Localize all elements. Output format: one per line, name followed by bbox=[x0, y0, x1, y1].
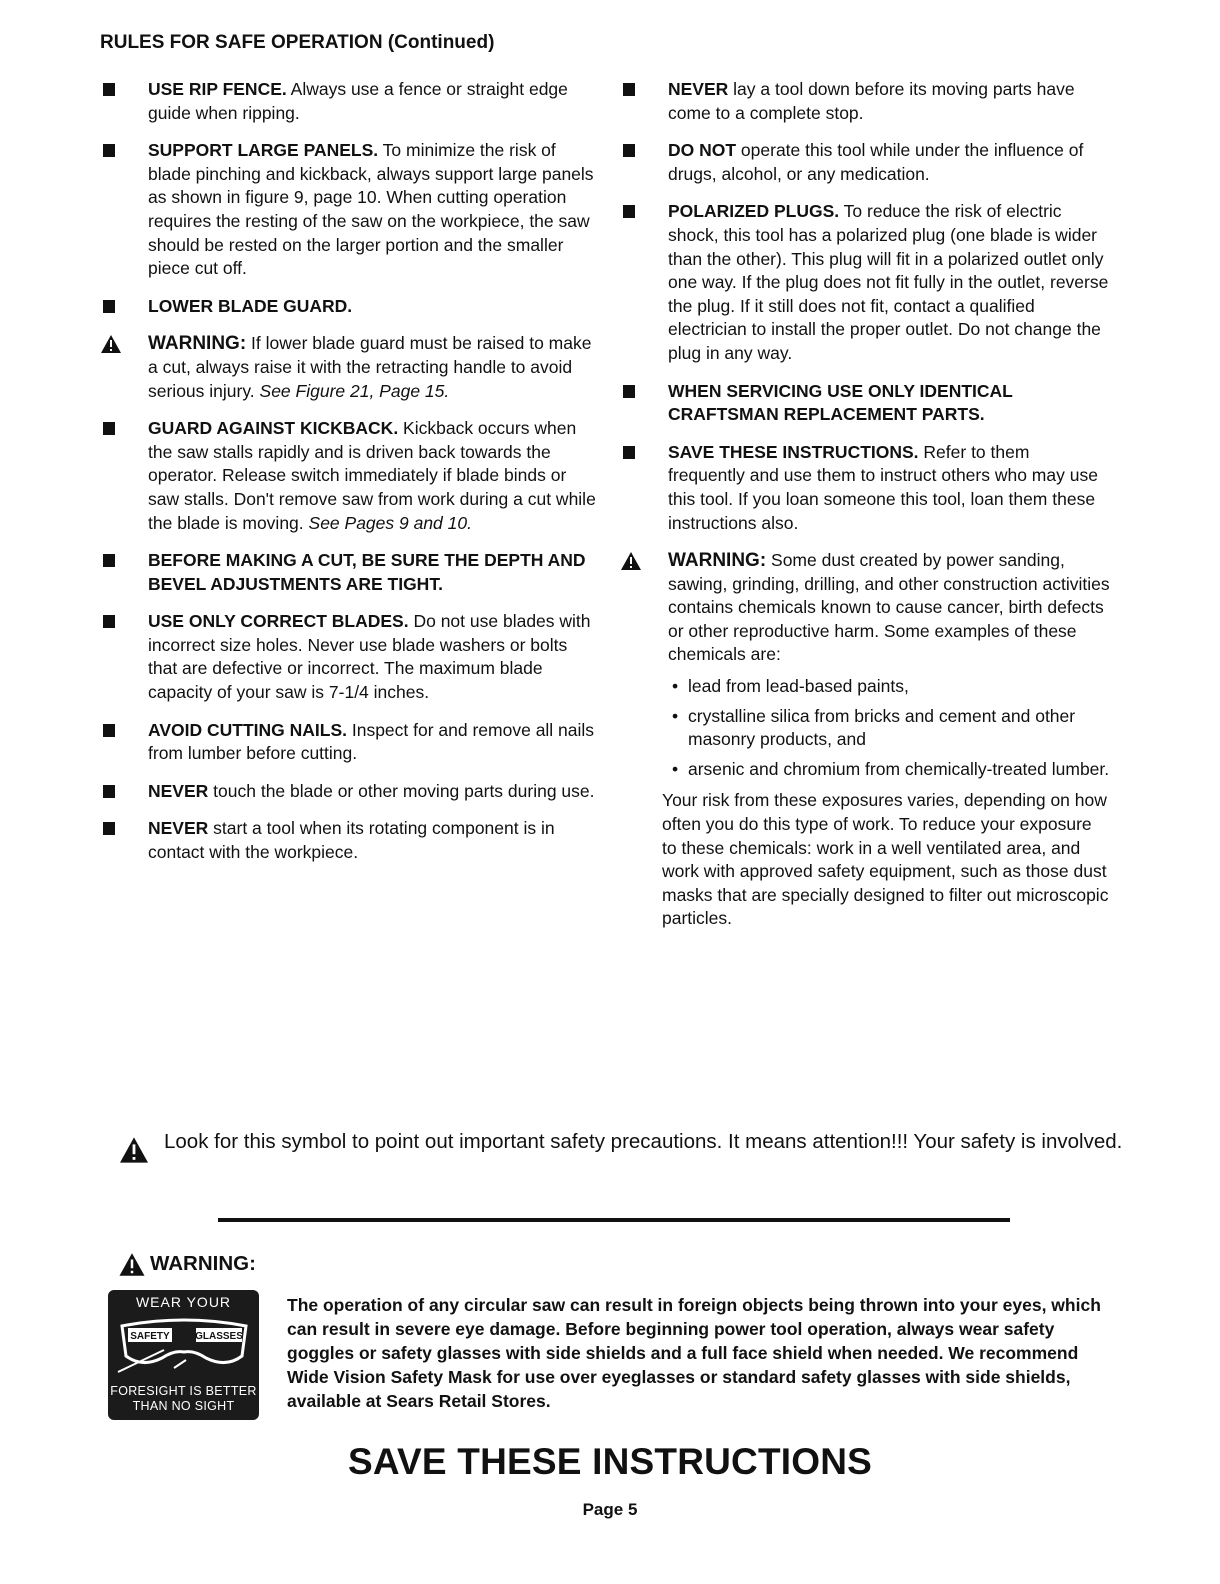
square-bullet-icon bbox=[623, 446, 635, 459]
list-item: • lead from lead-based paints, bbox=[668, 675, 1110, 699]
badge-slogan-line: THAN NO SIGHT bbox=[132, 1399, 235, 1413]
square-bullet-icon bbox=[103, 144, 115, 157]
eye-warning-text: The operation of any circular saw can result in foreign objects being thrown into your eyes, which can result in severe eye damage. Before beginning power tool operation, always wear safety goggles or safety glasses with side shields and a full face shield when needed. We recommend Wide Vision Safety Mask for use over eyeglasses or standard safety glasses with side shields, available at Sears Retail Stores. bbox=[287, 1295, 1101, 1411]
rule-text: operate this tool while under the influence of drugs, alcohol, or any medication. bbox=[668, 140, 1084, 184]
square-bullet-icon bbox=[103, 422, 115, 435]
rule-heading: GUARD AGAINST KICKBACK. bbox=[148, 418, 399, 439]
rule-item bbox=[100, 817, 600, 864]
square-bullet-icon bbox=[103, 785, 115, 798]
rule-text: start a tool when its rotating component is in contact with the workpiece. bbox=[148, 818, 555, 863]
rule-text: Kickback occurs when the saw stalls rapidly and is driven back towards the operator. Release switch immediately if blade binds or saw stalls. Don't remove saw from work during a cut while the blade is moving. bbox=[148, 418, 596, 533]
square-bullet-icon bbox=[623, 144, 635, 157]
rule-heading: LOWER BLADE GUARD. bbox=[148, 295, 353, 316]
rule-heading: NEVER bbox=[668, 79, 729, 99]
save-instructions-heading: SAVE THESE INSTRUCTIONS bbox=[347, 1441, 873, 1482]
warning-triangle-icon bbox=[100, 334, 122, 354]
dust-warning bbox=[620, 549, 1110, 781]
rule-text: To reduce the risk of electric shock, this tool has a polarized plug (one blade is wider than the other). This plug will fit in a polarized outlet only one way. If the plug does not fit fully in the outlet, reverse the plug. If it still does not fit, contact a qualified electrician to install the proper outlet. Do not change the plug in any way. bbox=[668, 201, 1109, 363]
badge-safety-text: SAFETY bbox=[129, 1331, 170, 1342]
badge-top-text: WEAR YOUR bbox=[135, 1294, 232, 1310]
safety-goggles-icon bbox=[114, 1312, 254, 1378]
rule-item bbox=[100, 719, 600, 766]
square-bullet-icon bbox=[103, 724, 115, 737]
eye-warning-label bbox=[118, 1252, 256, 1276]
rule-item bbox=[620, 200, 1110, 365]
rule-heading: BEFORE MAKING A CUT, BE SURE THE DEPTH AND BEVEL ADJUSTMENTS ARE TIGHT. bbox=[148, 550, 586, 594]
badge-slogan-line: FORESIGHT IS BETTER bbox=[110, 1384, 257, 1398]
rule-item bbox=[620, 441, 1110, 535]
chemical-examples-list bbox=[668, 675, 1110, 781]
rule-item bbox=[620, 78, 1110, 125]
rule-item bbox=[620, 380, 1110, 427]
rule-heading: NEVER bbox=[148, 780, 209, 801]
warning-heading: WARNING: bbox=[148, 333, 247, 355]
rule-item bbox=[100, 780, 600, 804]
page-reference: See Pages 9 and 10. bbox=[308, 512, 472, 533]
rule-heading: NEVER bbox=[148, 818, 209, 839]
rule-item bbox=[100, 549, 600, 596]
rule-heading: POLARIZED PLUGS. bbox=[668, 201, 840, 222]
exposure-paragraph: Your risk from these exposures varies, depending on how often you do this type of work. To reduce your exposure to these chemicals: work in a well ventilated area, and work with approved safety equipment, such as those dust masks that are specially designed to filter out microscopic particles. bbox=[662, 790, 1109, 929]
rule-item bbox=[620, 139, 1110, 186]
page-title: RULES FOR SAFE OPERATION (Continued) bbox=[100, 32, 495, 53]
badge-slogan bbox=[108, 1384, 259, 1414]
square-bullet-icon bbox=[103, 822, 115, 835]
rule-text: touch the blade or other moving parts during use. bbox=[208, 780, 595, 801]
warning-item bbox=[100, 332, 600, 403]
rule-text: Always use a fence or straight edge guide when ripping. bbox=[148, 79, 568, 123]
right-column bbox=[620, 78, 1110, 931]
square-bullet-icon bbox=[103, 300, 115, 313]
left-column bbox=[100, 78, 600, 879]
section-divider bbox=[218, 1218, 1010, 1222]
rule-text: Inspect for and remove all nails from lumber before cutting. bbox=[148, 719, 595, 764]
rule-heading: SAVE THESE INSTRUCTIONS. bbox=[668, 441, 919, 462]
rule-heading: USE ONLY CORRECT BLADES. bbox=[148, 611, 409, 632]
rule-heading: WHEN SERVICING USE ONLY IDENTICAL CRAFTSMAN REPLACEMENT PARTS. bbox=[668, 380, 1013, 425]
rule-text: Do not use blades with incorrect size holes. Never use blade washers or bolts that are defective or incorrect. The maximum blade capacity of your saw is 7-1/4 inches. bbox=[148, 611, 591, 703]
warning-heading: WARNING: bbox=[150, 1252, 256, 1275]
square-bullet-icon bbox=[623, 83, 635, 96]
rule-text: lay a tool down before its moving parts have come to a complete stop. bbox=[668, 79, 1075, 123]
warning-triangle-icon bbox=[620, 551, 642, 571]
rule-item bbox=[100, 78, 600, 125]
rule-item bbox=[100, 295, 600, 319]
rule-heading: USE RIP FENCE. bbox=[148, 79, 287, 99]
warning-triangle-icon bbox=[118, 1136, 150, 1164]
rule-text: Refer to them frequently and use them to instruct others who may use this tool. If you loan someone this tool, loan them these instructions also. bbox=[668, 441, 1098, 533]
warning-text: If lower blade guard must be raised to make a cut, always raise it with the retracting handle to avoid serious injury. bbox=[148, 333, 592, 401]
rule-item bbox=[100, 610, 600, 704]
rule-heading: AVOID CUTTING NAILS. bbox=[148, 719, 347, 740]
safety-glasses-badge bbox=[108, 1290, 259, 1420]
rule-text: To minimize the risk of blade pinching and kickback, always support large panels as shown in figure 9, page 10. When cutting operation requires the resting of the saw on the workpiece, the saw should be rested on the larger portion and the smaller piece cut off. bbox=[148, 140, 594, 279]
rule-heading: DO NOT bbox=[668, 140, 737, 161]
page-number: Page 5 bbox=[582, 1500, 638, 1519]
list-item: • arsenic and chromium from chemically-treated lumber. bbox=[668, 758, 1110, 782]
warning-heading: WARNING: bbox=[668, 550, 767, 572]
list-item: • crystalline silica from bricks and cement and other masonry products, and bbox=[668, 705, 1110, 752]
square-bullet-icon bbox=[103, 83, 115, 96]
symbol-note-text: Look for this symbol to point out important safety precautions. It means attention!!! Your safety is involved. bbox=[164, 1130, 1123, 1153]
square-bullet-icon bbox=[623, 385, 635, 398]
square-bullet-icon bbox=[103, 615, 115, 628]
safety-symbol-note bbox=[118, 1128, 1164, 1155]
square-bullet-icon bbox=[623, 205, 635, 218]
warning-text: Some dust created by power sanding, sawing, grinding, drilling, and other construction activities contains chemicals known to cause cancer, birth defects or other reproductive harm. Some examples of these chemicals are: bbox=[668, 550, 1110, 665]
rule-item bbox=[100, 417, 600, 535]
badge-glasses-text: GLASSES bbox=[194, 1331, 243, 1342]
rule-item bbox=[100, 139, 600, 281]
rule-heading: SUPPORT LARGE PANELS. bbox=[148, 140, 379, 161]
warning-triangle-icon bbox=[118, 1252, 146, 1277]
square-bullet-icon bbox=[103, 554, 115, 567]
figure-reference: See Figure 21, Page 15. bbox=[259, 380, 450, 401]
